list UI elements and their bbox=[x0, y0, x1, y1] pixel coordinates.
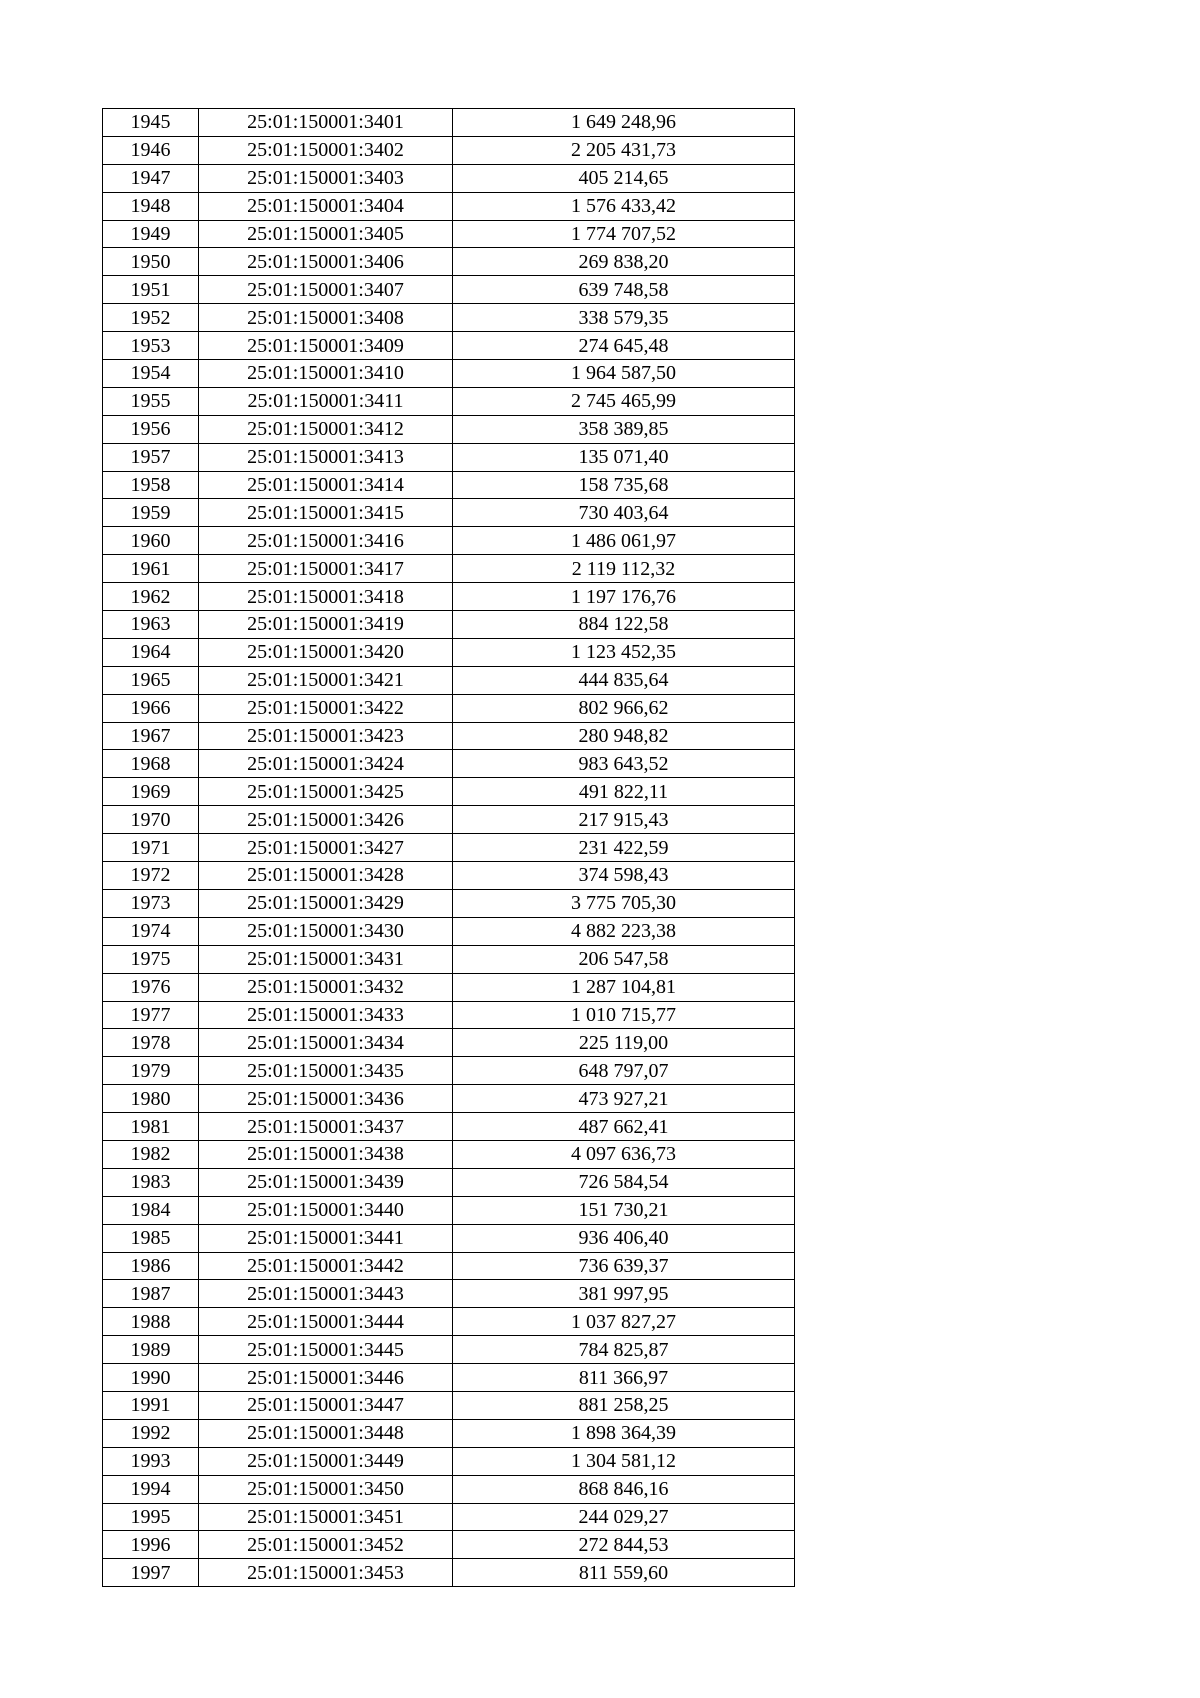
row-number-cell: 1958 bbox=[103, 471, 199, 499]
cadastral-number-cell: 25:01:150001:3415 bbox=[199, 499, 453, 527]
cadastral-number-cell: 25:01:150001:3442 bbox=[199, 1252, 453, 1280]
row-number-cell: 1971 bbox=[103, 834, 199, 862]
cadastral-value-cell: 405 214,65 bbox=[453, 164, 795, 192]
cadastral-number-cell: 25:01:150001:3441 bbox=[199, 1224, 453, 1252]
cadastral-value-cell: 1 010 715,77 bbox=[453, 1001, 795, 1029]
row-number-cell: 1972 bbox=[103, 862, 199, 890]
table-row bbox=[103, 1419, 795, 1447]
table-row bbox=[103, 611, 795, 639]
cadastral-number-cell: 25:01:150001:3423 bbox=[199, 722, 453, 750]
cadastral-number-cell: 25:01:150001:3452 bbox=[199, 1531, 453, 1559]
cadastral-number-cell: 25:01:150001:3451 bbox=[199, 1503, 453, 1531]
cadastral-number-cell: 25:01:150001:3434 bbox=[199, 1029, 453, 1057]
cadastral-number-cell: 25:01:150001:3446 bbox=[199, 1364, 453, 1392]
row-number-cell: 1976 bbox=[103, 973, 199, 1001]
cadastral-value-cell: 1 486 061,97 bbox=[453, 527, 795, 555]
row-number-cell: 1957 bbox=[103, 443, 199, 471]
row-number-cell: 1994 bbox=[103, 1475, 199, 1503]
cadastral-value-cell: 811 366,97 bbox=[453, 1364, 795, 1392]
cadastral-number-cell: 25:01:150001:3421 bbox=[199, 666, 453, 694]
cadastral-value-cell: 1 898 364,39 bbox=[453, 1419, 795, 1447]
row-number-cell: 1969 bbox=[103, 778, 199, 806]
cadastral-value-cell: 1 774 707,52 bbox=[453, 220, 795, 248]
cadastral-value-cell: 3 775 705,30 bbox=[453, 889, 795, 917]
table-body bbox=[103, 109, 795, 1587]
cadastral-number-cell: 25:01:150001:3448 bbox=[199, 1419, 453, 1447]
table-row bbox=[103, 973, 795, 1001]
cadastral-value-cell: 802 966,62 bbox=[453, 694, 795, 722]
cadastral-value-cell: 730 403,64 bbox=[453, 499, 795, 527]
cadastral-value-cell: 274 645,48 bbox=[453, 332, 795, 360]
table-row bbox=[103, 248, 795, 276]
cadastral-value-cell: 231 422,59 bbox=[453, 834, 795, 862]
table-row bbox=[103, 1559, 795, 1587]
cadastral-value-cell: 158 735,68 bbox=[453, 471, 795, 499]
table-row bbox=[103, 499, 795, 527]
cadastral-number-cell: 25:01:150001:3430 bbox=[199, 917, 453, 945]
table-row bbox=[103, 1364, 795, 1392]
cadastral-number-cell: 25:01:150001:3440 bbox=[199, 1196, 453, 1224]
row-number-cell: 1945 bbox=[103, 109, 199, 137]
row-number-cell: 1973 bbox=[103, 889, 199, 917]
row-number-cell: 1986 bbox=[103, 1252, 199, 1280]
cadastral-value-cell: 206 547,58 bbox=[453, 945, 795, 973]
row-number-cell: 1980 bbox=[103, 1085, 199, 1113]
cadastral-number-cell: 25:01:150001:3409 bbox=[199, 332, 453, 360]
row-number-cell: 1988 bbox=[103, 1308, 199, 1336]
cadastral-number-cell: 25:01:150001:3429 bbox=[199, 889, 453, 917]
cadastral-value-cell: 280 948,82 bbox=[453, 722, 795, 750]
row-number-cell: 1964 bbox=[103, 638, 199, 666]
table-row bbox=[103, 136, 795, 164]
table-row bbox=[103, 220, 795, 248]
table-row bbox=[103, 1391, 795, 1419]
row-number-cell: 1997 bbox=[103, 1559, 199, 1587]
cadastral-number-cell: 25:01:150001:3432 bbox=[199, 973, 453, 1001]
cadastral-number-cell: 25:01:150001:3411 bbox=[199, 387, 453, 415]
row-number-cell: 1960 bbox=[103, 527, 199, 555]
table-row bbox=[103, 443, 795, 471]
row-number-cell: 1982 bbox=[103, 1140, 199, 1168]
cadastral-number-cell: 25:01:150001:3445 bbox=[199, 1336, 453, 1364]
table-row bbox=[103, 1196, 795, 1224]
table-row bbox=[103, 722, 795, 750]
cadastral-number-cell: 25:01:150001:3405 bbox=[199, 220, 453, 248]
cadastral-value-cell: 358 389,85 bbox=[453, 415, 795, 443]
cadastral-number-cell: 25:01:150001:3407 bbox=[199, 276, 453, 304]
row-number-cell: 1993 bbox=[103, 1447, 199, 1475]
cadastral-value-cell: 2 745 465,99 bbox=[453, 387, 795, 415]
cadastral-number-cell: 25:01:150001:3435 bbox=[199, 1057, 453, 1085]
cadastral-number-cell: 25:01:150001:3413 bbox=[199, 443, 453, 471]
cadastral-number-cell: 25:01:150001:3406 bbox=[199, 248, 453, 276]
row-number-cell: 1950 bbox=[103, 248, 199, 276]
row-number-cell: 1948 bbox=[103, 192, 199, 220]
row-number-cell: 1989 bbox=[103, 1336, 199, 1364]
table-row bbox=[103, 806, 795, 834]
cadastral-number-cell: 25:01:150001:3428 bbox=[199, 862, 453, 890]
cadastral-number-cell: 25:01:150001:3404 bbox=[199, 192, 453, 220]
cadastral-value-cell: 884 122,58 bbox=[453, 611, 795, 639]
cadastral-number-cell: 25:01:150001:3416 bbox=[199, 527, 453, 555]
row-number-cell: 1955 bbox=[103, 387, 199, 415]
table-row bbox=[103, 638, 795, 666]
cadastral-value-cell: 1 649 248,96 bbox=[453, 109, 795, 137]
row-number-cell: 1981 bbox=[103, 1113, 199, 1141]
cadastral-value-cell: 1 037 827,27 bbox=[453, 1308, 795, 1336]
table-row bbox=[103, 694, 795, 722]
table-row bbox=[103, 387, 795, 415]
cadastral-value-cell: 135 071,40 bbox=[453, 443, 795, 471]
row-number-cell: 1987 bbox=[103, 1280, 199, 1308]
cadastral-number-cell: 25:01:150001:3433 bbox=[199, 1001, 453, 1029]
row-number-cell: 1985 bbox=[103, 1224, 199, 1252]
table-row bbox=[103, 332, 795, 360]
cadastral-value-cell: 225 119,00 bbox=[453, 1029, 795, 1057]
cadastral-number-cell: 25:01:150001:3419 bbox=[199, 611, 453, 639]
table-row bbox=[103, 1057, 795, 1085]
cadastral-value-cell: 1 964 587,50 bbox=[453, 360, 795, 388]
table-row bbox=[103, 164, 795, 192]
row-number-cell: 1949 bbox=[103, 220, 199, 248]
cadastral-value-cell: 374 598,43 bbox=[453, 862, 795, 890]
table-row bbox=[103, 917, 795, 945]
cadastral-value-cell: 2 119 112,32 bbox=[453, 555, 795, 583]
cadastral-value-cell: 269 838,20 bbox=[453, 248, 795, 276]
table-row bbox=[103, 834, 795, 862]
cadastral-number-cell: 25:01:150001:3425 bbox=[199, 778, 453, 806]
row-number-cell: 1978 bbox=[103, 1029, 199, 1057]
cadastral-value-cell: 736 639,37 bbox=[453, 1252, 795, 1280]
cadastral-number-cell: 25:01:150001:3408 bbox=[199, 304, 453, 332]
row-number-cell: 1961 bbox=[103, 555, 199, 583]
table-row bbox=[103, 471, 795, 499]
row-number-cell: 1979 bbox=[103, 1057, 199, 1085]
table-row bbox=[103, 1224, 795, 1252]
cadastral-value-cell: 244 029,27 bbox=[453, 1503, 795, 1531]
cadastral-value-cell: 639 748,58 bbox=[453, 276, 795, 304]
row-number-cell: 1974 bbox=[103, 917, 199, 945]
table-row bbox=[103, 1308, 795, 1336]
cadastral-value-cell: 338 579,35 bbox=[453, 304, 795, 332]
row-number-cell: 1977 bbox=[103, 1001, 199, 1029]
table-row bbox=[103, 1475, 795, 1503]
cadastral-number-cell: 25:01:150001:3449 bbox=[199, 1447, 453, 1475]
cadastral-value-cell: 936 406,40 bbox=[453, 1224, 795, 1252]
table-row bbox=[103, 750, 795, 778]
table-row bbox=[103, 1252, 795, 1280]
cadastral-value-cell: 648 797,07 bbox=[453, 1057, 795, 1085]
cadastral-value-cell: 784 825,87 bbox=[453, 1336, 795, 1364]
row-number-cell: 1967 bbox=[103, 722, 199, 750]
row-number-cell: 1992 bbox=[103, 1419, 199, 1447]
row-number-cell: 1952 bbox=[103, 304, 199, 332]
table-row bbox=[103, 1029, 795, 1057]
table-row bbox=[103, 1001, 795, 1029]
table-row bbox=[103, 1447, 795, 1475]
row-number-cell: 1983 bbox=[103, 1168, 199, 1196]
row-number-cell: 1953 bbox=[103, 332, 199, 360]
row-number-cell: 1946 bbox=[103, 136, 199, 164]
row-number-cell: 1962 bbox=[103, 583, 199, 611]
cadastral-number-cell: 25:01:150001:3401 bbox=[199, 109, 453, 137]
table-row bbox=[103, 1503, 795, 1531]
row-number-cell: 1959 bbox=[103, 499, 199, 527]
cadastral-value-cell: 726 584,54 bbox=[453, 1168, 795, 1196]
row-number-cell: 1995 bbox=[103, 1503, 199, 1531]
table-row bbox=[103, 555, 795, 583]
cadastral-value-cell: 272 844,53 bbox=[453, 1531, 795, 1559]
cadastral-value-cell: 1 123 452,35 bbox=[453, 638, 795, 666]
table-row bbox=[103, 666, 795, 694]
cadastral-value-cell: 868 846,16 bbox=[453, 1475, 795, 1503]
cadastral-value-cell: 444 835,64 bbox=[453, 666, 795, 694]
cadastral-value-cell: 487 662,41 bbox=[453, 1113, 795, 1141]
table-row bbox=[103, 360, 795, 388]
cadastral-number-cell: 25:01:150001:3453 bbox=[199, 1559, 453, 1587]
cadastral-number-cell: 25:01:150001:3450 bbox=[199, 1475, 453, 1503]
cadastral-number-cell: 25:01:150001:3412 bbox=[199, 415, 453, 443]
row-number-cell: 1990 bbox=[103, 1364, 199, 1392]
cadastral-number-cell: 25:01:150001:3410 bbox=[199, 360, 453, 388]
table-row bbox=[103, 583, 795, 611]
cadastral-number-cell: 25:01:150001:3420 bbox=[199, 638, 453, 666]
cadastral-value-cell: 217 915,43 bbox=[453, 806, 795, 834]
row-number-cell: 1970 bbox=[103, 806, 199, 834]
cadastral-number-cell: 25:01:150001:3414 bbox=[199, 471, 453, 499]
cadastral-number-cell: 25:01:150001:3427 bbox=[199, 834, 453, 862]
table-row bbox=[103, 109, 795, 137]
table-row bbox=[103, 889, 795, 917]
table-row bbox=[103, 276, 795, 304]
cadastral-number-cell: 25:01:150001:3431 bbox=[199, 945, 453, 973]
table-row bbox=[103, 1085, 795, 1113]
cadastral-value-cell: 1 304 581,12 bbox=[453, 1447, 795, 1475]
row-number-cell: 1968 bbox=[103, 750, 199, 778]
cadastral-value-cell: 151 730,21 bbox=[453, 1196, 795, 1224]
cadastral-value-cell: 491 822,11 bbox=[453, 778, 795, 806]
cadastral-number-cell: 25:01:150001:3443 bbox=[199, 1280, 453, 1308]
cadastral-number-cell: 25:01:150001:3424 bbox=[199, 750, 453, 778]
cadastral-value-cell: 473 927,21 bbox=[453, 1085, 795, 1113]
cadastral-value-cell: 1 576 433,42 bbox=[453, 192, 795, 220]
row-number-cell: 1951 bbox=[103, 276, 199, 304]
table-row bbox=[103, 192, 795, 220]
cadastral-value-table bbox=[102, 108, 795, 1587]
cadastral-value-cell: 4 097 636,73 bbox=[453, 1140, 795, 1168]
cadastral-number-cell: 25:01:150001:3422 bbox=[199, 694, 453, 722]
row-number-cell: 1984 bbox=[103, 1196, 199, 1224]
table-row bbox=[103, 1113, 795, 1141]
cadastral-value-cell: 811 559,60 bbox=[453, 1559, 795, 1587]
table-row bbox=[103, 1531, 795, 1559]
cadastral-number-cell: 25:01:150001:3437 bbox=[199, 1113, 453, 1141]
table-row bbox=[103, 304, 795, 332]
cadastral-value-cell: 381 997,95 bbox=[453, 1280, 795, 1308]
table-row bbox=[103, 527, 795, 555]
cadastral-value-cell: 1 197 176,76 bbox=[453, 583, 795, 611]
table-row bbox=[103, 1140, 795, 1168]
cadastral-number-cell: 25:01:150001:3426 bbox=[199, 806, 453, 834]
cadastral-number-cell: 25:01:150001:3447 bbox=[199, 1391, 453, 1419]
table-row bbox=[103, 1336, 795, 1364]
cadastral-number-cell: 25:01:150001:3417 bbox=[199, 555, 453, 583]
row-number-cell: 1947 bbox=[103, 164, 199, 192]
row-number-cell: 1963 bbox=[103, 611, 199, 639]
row-number-cell: 1996 bbox=[103, 1531, 199, 1559]
cadastral-value-cell: 2 205 431,73 bbox=[453, 136, 795, 164]
table-row bbox=[103, 415, 795, 443]
row-number-cell: 1956 bbox=[103, 415, 199, 443]
row-number-cell: 1975 bbox=[103, 945, 199, 973]
row-number-cell: 1991 bbox=[103, 1391, 199, 1419]
row-number-cell: 1965 bbox=[103, 666, 199, 694]
cadastral-number-cell: 25:01:150001:3402 bbox=[199, 136, 453, 164]
table-row bbox=[103, 862, 795, 890]
cadastral-value-cell: 983 643,52 bbox=[453, 750, 795, 778]
table-row bbox=[103, 778, 795, 806]
table-row bbox=[103, 1168, 795, 1196]
row-number-cell: 1966 bbox=[103, 694, 199, 722]
cadastral-value-cell: 4 882 223,38 bbox=[453, 917, 795, 945]
cadastral-value-cell: 1 287 104,81 bbox=[453, 973, 795, 1001]
cadastral-value-cell: 881 258,25 bbox=[453, 1391, 795, 1419]
cadastral-number-cell: 25:01:150001:3418 bbox=[199, 583, 453, 611]
cadastral-number-cell: 25:01:150001:3403 bbox=[199, 164, 453, 192]
cadastral-number-cell: 25:01:150001:3444 bbox=[199, 1308, 453, 1336]
row-number-cell: 1954 bbox=[103, 360, 199, 388]
table-row bbox=[103, 1280, 795, 1308]
cadastral-number-cell: 25:01:150001:3436 bbox=[199, 1085, 453, 1113]
table-row bbox=[103, 945, 795, 973]
cadastral-number-cell: 25:01:150001:3439 bbox=[199, 1168, 453, 1196]
cadastral-number-cell: 25:01:150001:3438 bbox=[199, 1140, 453, 1168]
